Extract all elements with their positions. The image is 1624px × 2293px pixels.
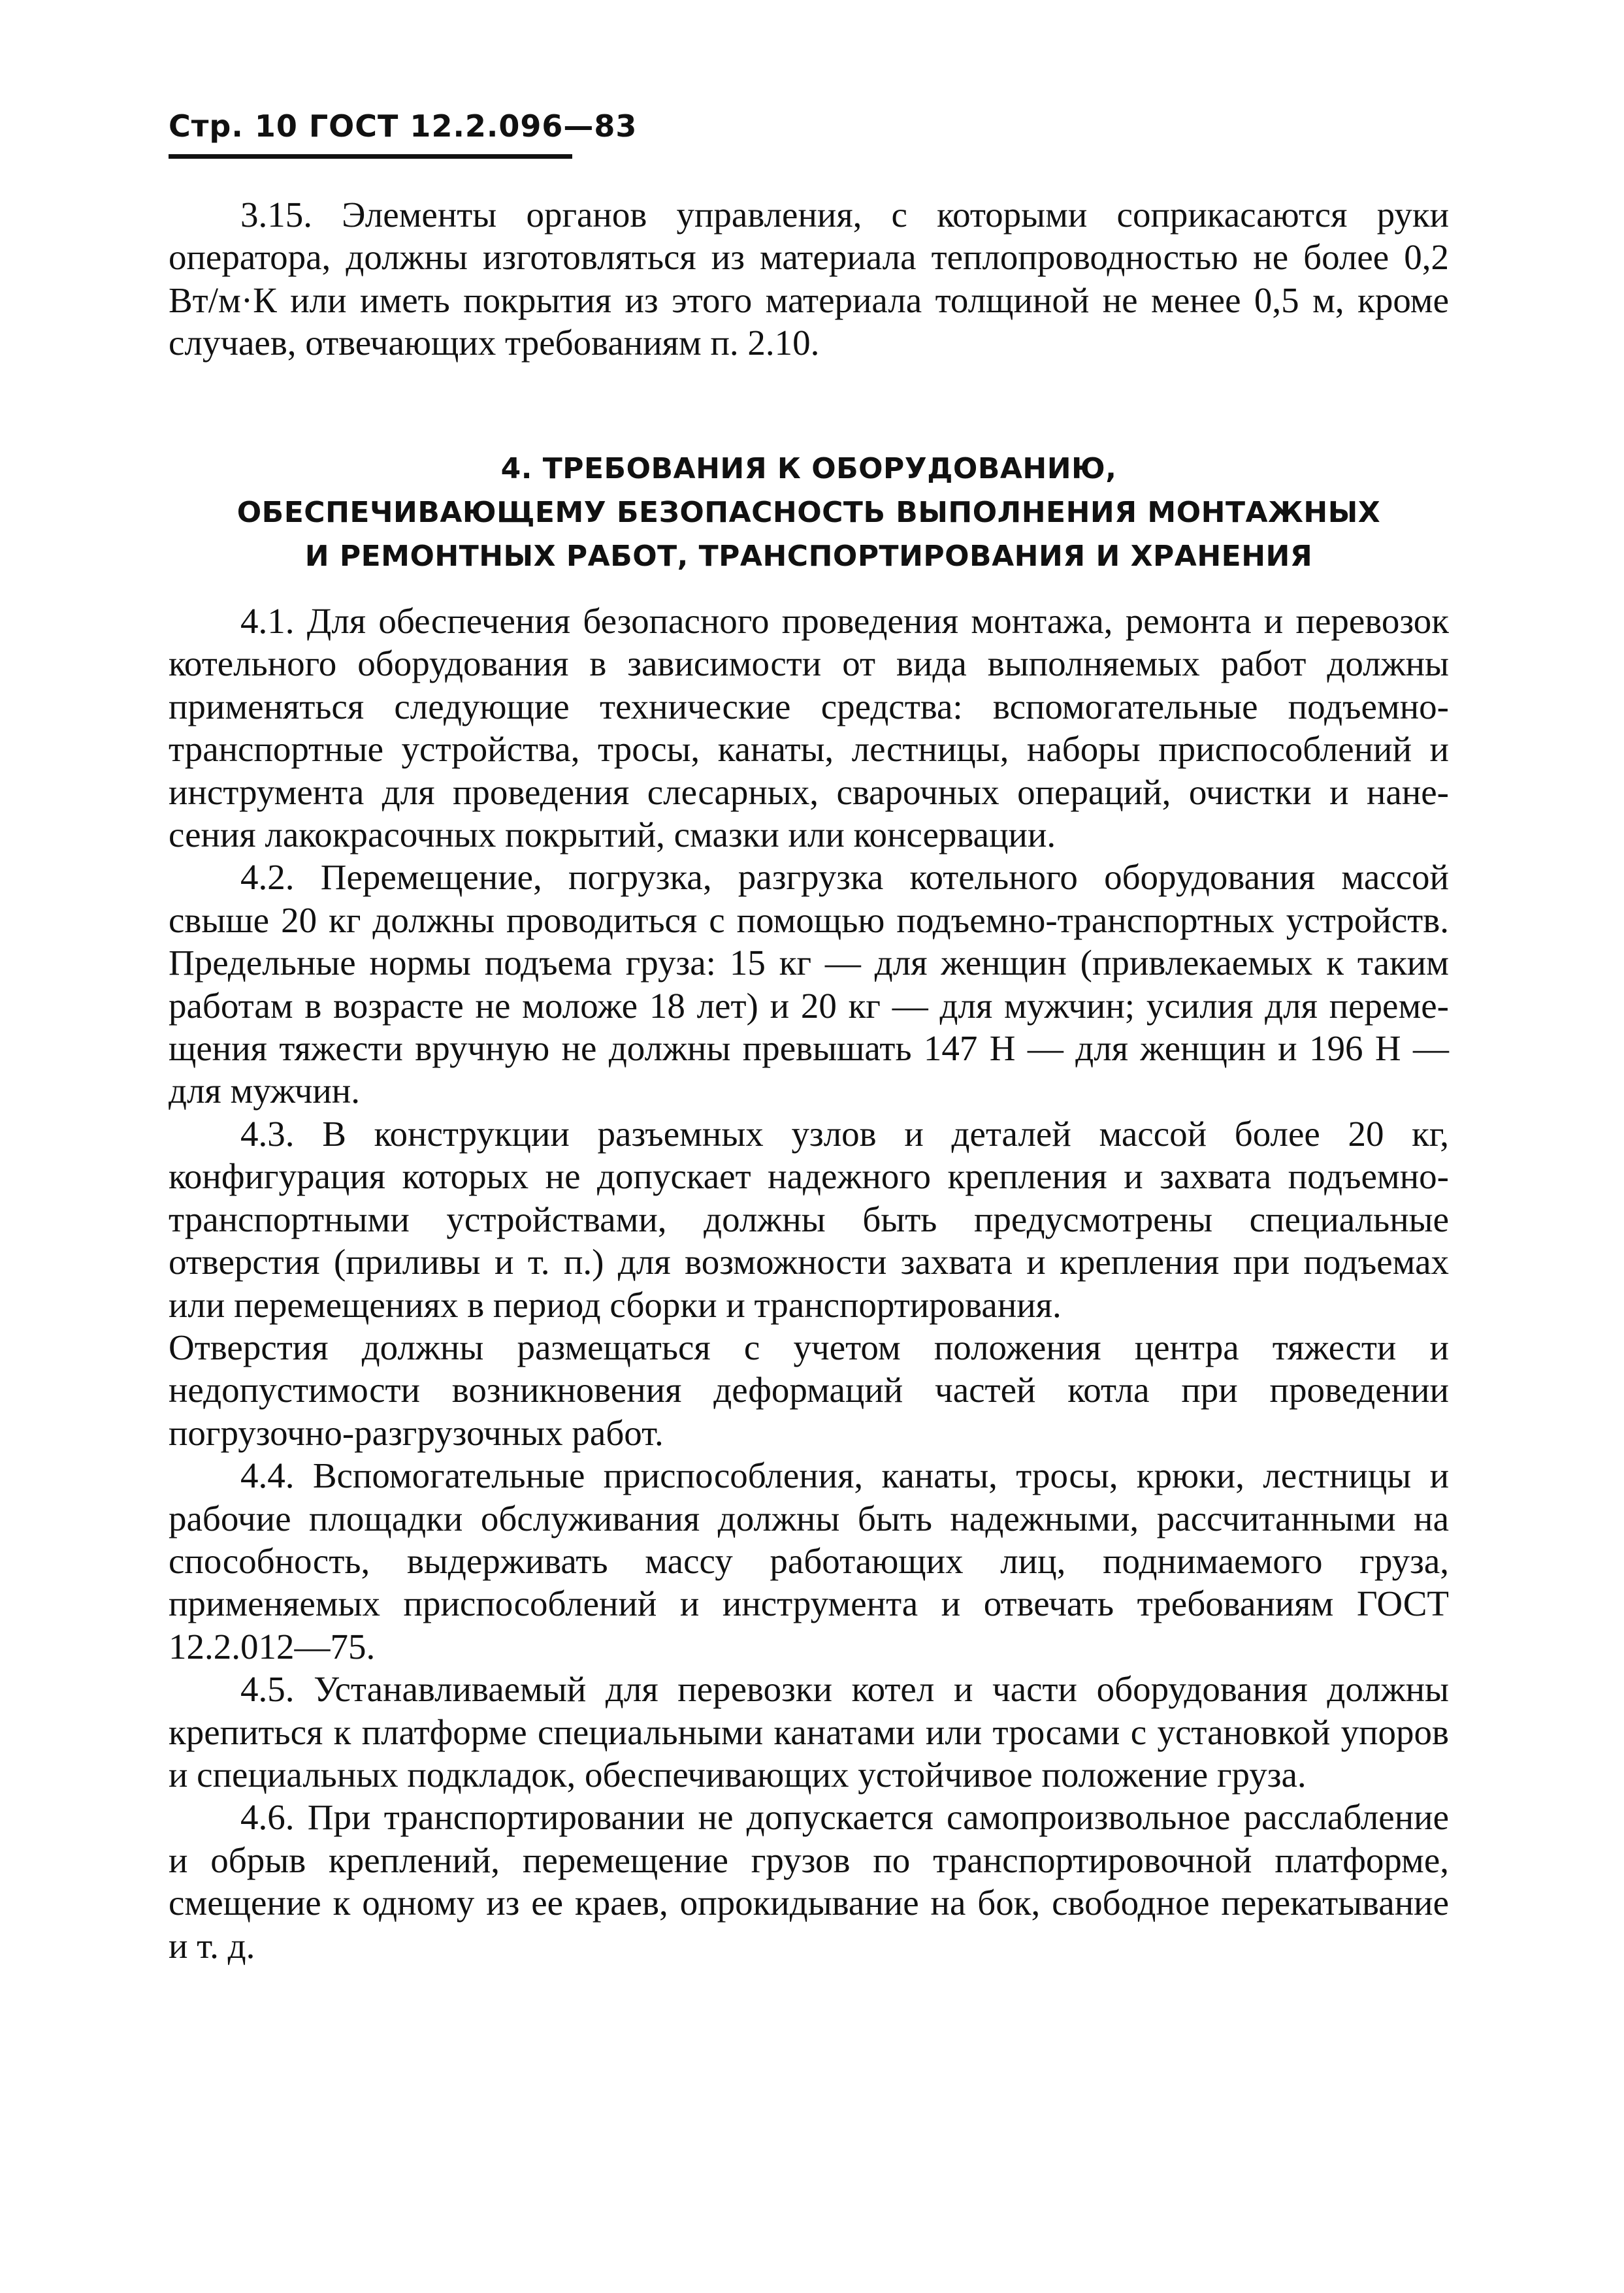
body-section-4 bbox=[169, 600, 1449, 1967]
paragraph-4-6: 4.6. При транспортировании не допускается самопроизвольное расслабление и обрыв креплений, перемещение грузов по транспортировочной платформе, смещение к одному из ее краев, опрокидывание на бок, свободное перекатывание и т. д. bbox=[169, 1797, 1449, 1966]
section-title bbox=[169, 447, 1449, 578]
paragraph-4-3: 4.3. В конструкции разъемных узлов и деталей массой более 20 кг, конфигурация которых не допускает надежного крепления и захвата подъемно-транспортными устройствами, должны быть предусмотрены специальные отверстия (приливы и т. п.) для возможности захвата и крепления при подъемах или перемещениях в период сборки и транспортирования. bbox=[169, 1113, 1449, 1325]
body-top bbox=[169, 193, 1449, 365]
page-header: Стр. 10 ГОСТ 12.2.096—83 bbox=[169, 108, 638, 144]
paragraph-4-2: 4.2. Перемещение, погрузка, разгрузка котельного оборудования массой свыше 20 кг должны проводиться с помощью подъемно-транспортных устройств. Предельные нормы подъема груза: 15 кг — для женщин (привлекаемых к таким работам в возрасте не моложе 18 лет) и 20 кг — для мужчин; усилия для перемещения тяжести вручную не должны превышать 147 Н — для женщин и 196 Н — для мужчин. bbox=[169, 857, 1449, 1111]
paragraph-3-15: 3.15. Элементы органов управления, с которыми соприкасаются руки оператора, должны изготовляться из материала теплопроводностью не более 0,2 Вт/м·К или иметь покрытия из этого материала толщиной не менее 0,5 м, кроме случаев, отвечающих требованиям п. 2.10. bbox=[169, 195, 1449, 363]
section-title-line-1: 4. ТРЕБОВАНИЯ К ОБОРУДОВАНИЮ, bbox=[500, 452, 1117, 485]
paragraph-4-1: 4.1. Для обеспечения безопасного проведения монтажа, ремонта и перевозок котельного оборудования в зависимости от вида выполняемых работ должны применяться следующие технические средства: вспомогательные подъемно-транспортные устройства, тросы, канаты, лестницы, наборы приспособлений и инструмента для проведения слесарных, сварочных операций, очистки и нанесения лакокрасочных покрытий, смазки или консервации. bbox=[169, 601, 1449, 855]
header-rule bbox=[169, 154, 572, 159]
paragraph-4-3-continued: Отверстия должны размещаться с учетом положения центра тяжести и недопустимости возникновения деформаций частей котла при проведении погрузочно-разгрузочных работ. bbox=[169, 1327, 1449, 1453]
paragraph-4-5: 4.5. Устанавливаемый для перевозки котел и части оборудования должны крепиться к платформе специальными канатами или тросами с установкой упоров и специальных подкладок, обеспечивающих устойчивое положение груза. bbox=[169, 1669, 1449, 1795]
section-title-line-3: И РЕМОНТНЫХ РАБОТ, ТРАНСПОРТИРОВАНИЯ И ХРАНЕНИЯ bbox=[304, 540, 1313, 573]
paragraph-4-4: 4.4. Вспомогательные приспособления, канаты, тросы, крюки, лестницы и рабочие площадки обслуживания должны быть надежными, рассчитанными на способность, выдерживать массу работающих лиц, поднимаемого груза, применяемых приспособлений и инструмента и отвечать требованиям ГОСТ 12.2.012—75. bbox=[169, 1455, 1449, 1667]
section-title-line-2: ОБЕСПЕЧИВАЮЩЕМУ БЕЗОПАСНОСТЬ ВЫПОЛНЕНИЯ МОНТАЖНЫХ bbox=[236, 496, 1381, 529]
